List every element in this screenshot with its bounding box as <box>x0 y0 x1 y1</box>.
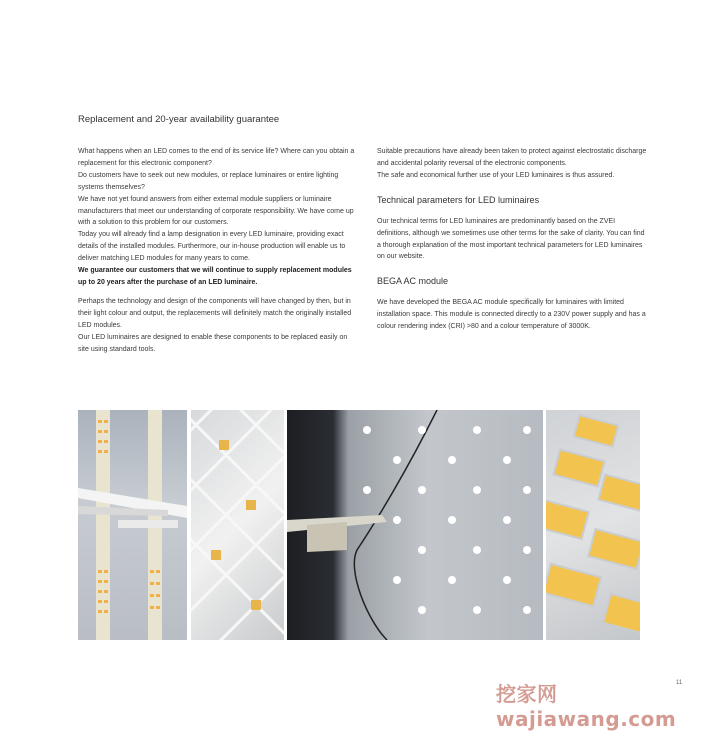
paragraph: Our LED luminaires are designed to enable these components to be replaced easily on site using standard tools. <box>78 333 348 353</box>
photo-reflector-grid <box>191 410 284 640</box>
left-text-column <box>78 146 358 355</box>
photo-strip <box>78 410 640 640</box>
watermark: 挖家网 wajiawang.com <box>496 682 677 731</box>
paragraph: We have not yet found answers from either external module suppliers or luminaire manufacturers that meet our understanding of corporate responsibility. We have come up with a solution to this problem for our customers. <box>78 195 354 227</box>
paragraph: We have developed the BEGA AC module specifically for luminaires with limited installation space. This module is connected directly to a 230V power supply and has a colour rendering index (CRI) >80 and a colour temperature of 3000K. <box>377 299 646 331</box>
photo-led-boards <box>78 410 187 640</box>
paragraph: The safe and economical further use of your LED luminaires is thus assured. <box>377 171 615 179</box>
paragraph: Our technical terms for LED luminaires are predominantly based on the ZVEI definitions, although we sometimes use other terms for the sake of clarity. You can find a thorough explanation of the most important technical parameters for LED luminaires on our website. <box>377 217 645 261</box>
photo-led-chips <box>546 410 640 640</box>
guarantee-statement: We guarantee our customers that we will continue to supply replacement modules up to 20 years after the purchase of an LED luminaire. <box>78 267 352 286</box>
right-text-column <box>377 146 647 333</box>
page-number: 11 <box>676 680 683 686</box>
heading-technical-parameters: Technical parameters for LED luminaires <box>377 194 540 205</box>
paragraph: Perhaps the technology and design of the components will have changed by then, but in their light colour and output, the replacements will definitely match the originally installed LED modules. <box>78 297 352 329</box>
paragraph: Suitable precautions have already been taken to protect against electrostatic discharge and accidental polarity reversal of the electronic components. <box>377 148 647 167</box>
heading-bega-ac-module: BEGA AC module <box>377 276 449 287</box>
paragraph: What happens when an LED comes to the end of its service life? Where can you obtain a replacement for this electronic component? <box>78 148 355 167</box>
page-title: Replacement and 20-year availability guarantee <box>78 114 280 125</box>
paragraph: Today you will already find a lamp designation in every LED luminaire, providing exact details of the installed modules. Furthermore, our in-house production will enable us to deliver matching LED modules for many years to come. <box>78 231 346 263</box>
photo-light-panel <box>287 410 543 640</box>
paragraph: Do customers have to seek out new modules, or replace luminaires or entire lighting systems themselves? <box>78 171 339 191</box>
